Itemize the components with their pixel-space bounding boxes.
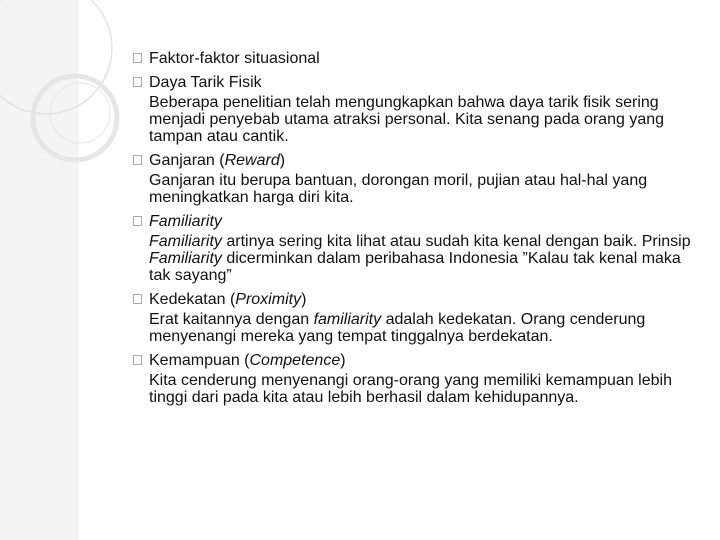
missing-glyph-bullet-icon: [133, 77, 142, 87]
list-item: [133, 213, 705, 284]
item-description: Erat kaitannya dengan familiarity adalah kedekatan. Orang cenderung menyenangi mereka yang tempat tinggalnya berdekatan.: [149, 311, 646, 345]
item-title: Faktor-faktor situasional: [149, 50, 320, 67]
item-description: Kita cenderung menyenangi orang-orang yang memiliki kemampuan lebih tinggi dari pada kita atau lebih berhasil dalam kehidupannya.: [149, 372, 672, 406]
list-item: [133, 152, 705, 206]
missing-glyph-bullet-icon: [133, 53, 142, 63]
item-title: Daya Tarik Fisik: [149, 74, 262, 91]
left-sidebar-panel: [0, 0, 79, 540]
list-item: [133, 50, 705, 67]
item-title: Ganjaran (Reward): [149, 152, 286, 169]
item-description: Familiarity artinya sering kita lihat atau sudah kita kenal dengan baik. Prinsip Familiarity dicerminkan dalam peribahasa Indonesia ”Kalau tak kenal maka tak sayang”: [149, 233, 691, 284]
list-item: [133, 74, 705, 145]
item-description: Ganjaran itu berupa bantuan, dorongan moril, pujian atau hal-hal yang meningkatkan harga diri kita.: [149, 172, 648, 206]
list-item: [133, 291, 705, 345]
slide-content: [133, 50, 705, 413]
missing-glyph-bullet-icon: [133, 155, 142, 165]
missing-glyph-bullet-icon: [133, 355, 142, 365]
item-description: Beberapa penelitian telah mengungkapkan bahwa daya tarik fisik sering menjadi penyebab utama atraksi personal. Kita senang pada orang yang tampan atau cantik.: [149, 94, 665, 145]
missing-glyph-bullet-icon: [133, 294, 142, 304]
item-title: Familiarity: [149, 213, 222, 230]
missing-glyph-bullet-icon: [133, 216, 142, 226]
item-title: Kedekatan (Proximity): [149, 291, 307, 308]
list-item: [133, 352, 705, 406]
item-title: Kemampuan (Competence): [149, 352, 346, 369]
